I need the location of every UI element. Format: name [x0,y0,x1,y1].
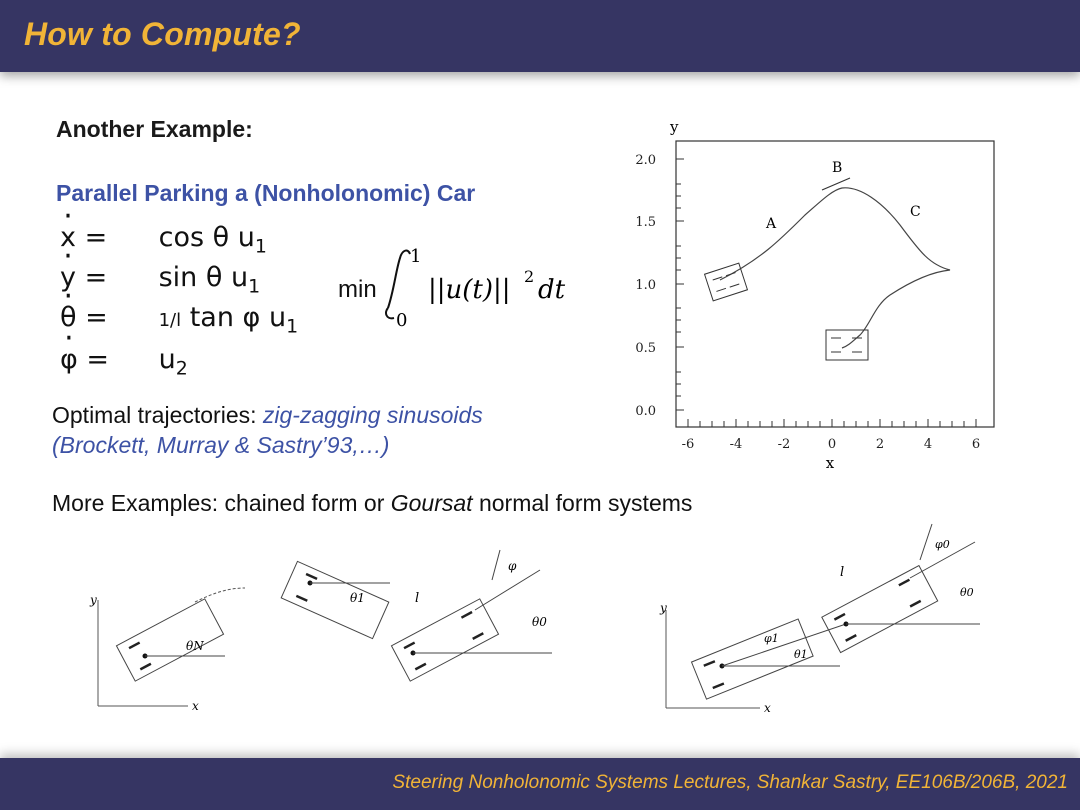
ytick-label: 0.0 [635,404,656,419]
left-theta-0: θ0 [532,615,547,629]
left-axis-x: x [192,699,199,713]
ytick-label: 0.5 [635,341,656,356]
eq-rhs: u [158,344,176,375]
right-phi-0: φ0 [935,538,950,551]
eq-sub: 1 [248,275,261,298]
equation-theta: · θ = 1/l tan φ $u_1$ [60,302,298,337]
eq-sub: 1 [286,315,299,338]
right-axis-x: x [764,701,771,715]
xtick-label: -2 [777,437,791,452]
eq-lhs: · x [60,222,76,253]
equation-phi: · $\varphi = u_2$ [60,344,188,379]
integrand: ||u(t)|| [428,275,511,305]
eq-sub: 2 [175,357,188,380]
eq-lhs: · φ [60,344,78,375]
eq-rhs: sin θ u [158,262,249,293]
trajectory-plot [620,110,1020,480]
cost-min: min [338,276,377,303]
cost-functional [338,240,578,330]
ytick-label: 1.0 [635,278,656,293]
xtick-label: 4 [923,437,933,452]
left-l: l [415,591,420,606]
footer-bar [0,758,1080,810]
trailer-diagram-left [80,540,560,725]
section-subheading: Parallel Parking a (Nonholonomic) Car [56,180,476,206]
eq-sub: 1 [254,235,267,258]
right-theta-1: θ1 [794,648,808,661]
section-heading: Another Example: [56,116,253,142]
xtick-label: 6 [971,437,981,452]
optimal-prefix: Optimal trajectories: [52,402,263,428]
ytick-label: 1.5 [635,215,656,230]
ytick-label: 2.0 [635,153,656,168]
left-theta-1: θ1 [350,591,365,605]
right-theta-0: θ0 [960,586,974,599]
more-suffix: normal form systems [472,490,693,516]
more-examples-line [52,490,692,517]
left-theta-n: θN [186,639,204,653]
eq-rhs: tan φ u [189,302,287,333]
curve-label-c: C [910,204,921,220]
xtick-label: 0 [827,437,837,452]
eq-lhs: · θ [60,302,77,333]
left-phi: φ [508,559,517,573]
xtick-label: -6 [681,437,695,452]
plot-y-minor-ticks [676,159,684,410]
curve-label-b: B [832,160,843,176]
more-emphasis: Goursat [390,490,473,516]
eq-frac: 1/l [158,310,182,331]
trailer-n-body [116,599,223,681]
plot-xticks [682,437,980,452]
differential: dt [538,275,566,305]
left-axis-y: y [90,593,97,607]
eq-rhs: cos θ u [158,222,255,253]
trailer-diagram-right [650,520,990,725]
plot-yticks [635,153,656,419]
equation-x: · x = cos θ $u_1$ [60,222,267,257]
equation-y: · y = sin θ $u_1$ [60,262,260,297]
integral-sign [386,251,410,319]
trailer-1-body [281,561,389,638]
plot-xlabel: x [825,454,835,472]
right-l: l [840,565,845,580]
optimal-trajectories-line [52,402,483,429]
tractor-body [391,599,498,681]
eq-lhs: · y [60,262,76,293]
xtick-label: -4 [729,437,743,452]
integral-lower: 0 [396,310,408,330]
header-bar [0,0,1080,72]
integral-upper: 1 [410,246,422,267]
optimal-emphasis: zig-zagging sinusoids [262,402,483,428]
footer-text: Steering Nonholonomic Systems Lectures, Shankar Sastry, EE106B/206B, 2021 [392,772,1068,793]
integrand-power: 2 [524,267,535,286]
more-prefix: More Examples: chained form or [52,490,391,516]
car-start-box [705,263,748,301]
plot-x-minor-ticks [688,419,976,427]
integral-expression [376,240,576,330]
slide-title: How to Compute? [24,16,301,52]
citation: (Brockett, Murray & Sastry’93,…) [52,432,390,458]
curve-label-a: A [766,216,777,232]
right-phi-1: φ1 [764,632,779,645]
plot-ylabel: y [670,118,679,136]
right-axis-y: y [660,601,667,615]
xtick-label: 2 [875,437,885,452]
